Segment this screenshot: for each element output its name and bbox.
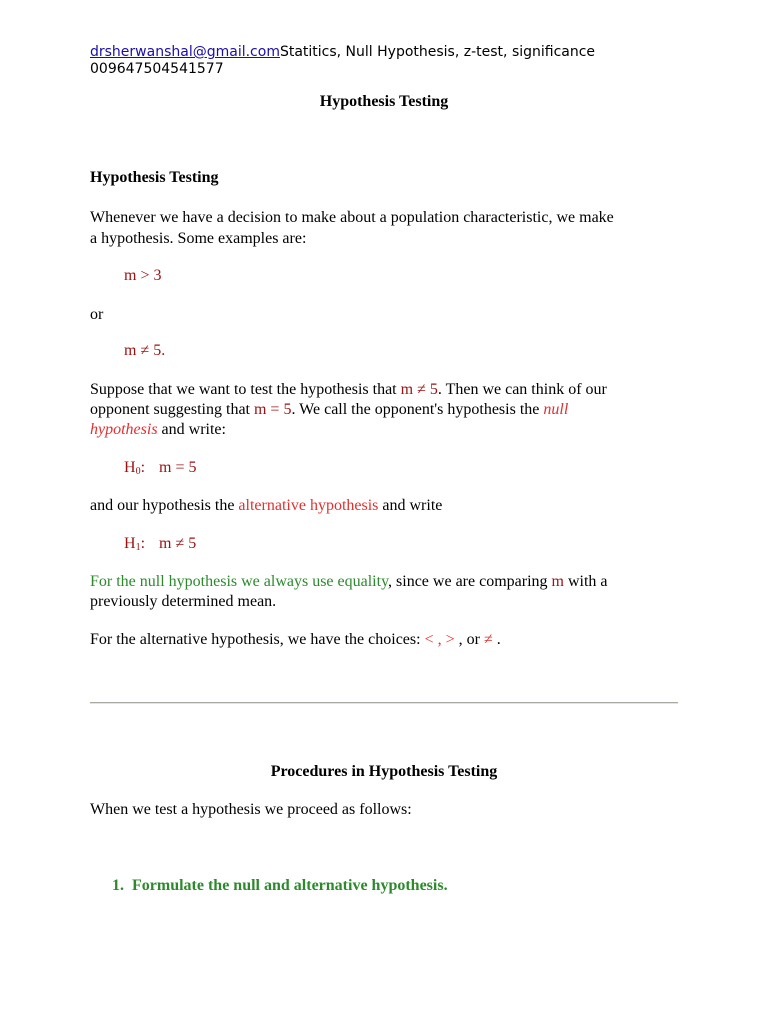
text-run: and write: [157, 421, 226, 438]
page-title: Hypothesis Testing [319, 93, 449, 110]
text-run: . We call the opponent's hypothesis the [291, 401, 544, 418]
header-phone: 009647504541577 [90, 61, 224, 77]
h0-colon: : [140, 459, 146, 476]
math-inline: m = 5 [253, 401, 292, 418]
alternative-hypothesis-statement [124, 534, 196, 554]
null-hypothesis-statement [124, 458, 196, 478]
h0-expression: m = 5 [159, 459, 197, 476]
list-item-text: Formulate the null and alternative hypothesis. [132, 877, 448, 894]
math-inline: < , > [424, 631, 455, 648]
paragraph-line [90, 400, 568, 420]
paragraph-line [90, 380, 607, 400]
text-run: , since we are comparing [388, 573, 552, 590]
paragraph-line [90, 496, 442, 516]
text-run: with a [563, 573, 608, 590]
paragraph-line [90, 420, 226, 440]
text-run: For the alternative hypothesis, we have the choices: [90, 631, 425, 648]
emphasis-term: null [543, 401, 569, 418]
horizontal-rule [90, 702, 678, 704]
text-run: opponent suggesting that [90, 401, 254, 418]
emphasis-term: hypothesis [90, 421, 158, 438]
paragraph-line: Whenever we have a decision to make about a population characteristic, we make [90, 209, 614, 226]
h1-subscript: 1 [135, 542, 141, 553]
text-run: . [492, 631, 501, 648]
example-expression: m > 3 [124, 267, 162, 284]
h0-subscript: 0 [135, 466, 141, 477]
text-run: Suppose that we want to test the hypothesis that [90, 381, 401, 398]
h1-colon: : [140, 535, 146, 552]
paragraph-line [90, 572, 608, 592]
paragraph-line: or [90, 306, 104, 323]
text-run: , or [454, 631, 484, 648]
h1-letter: H [124, 535, 136, 552]
list-item [112, 876, 448, 896]
text-run: . Then we can think of our [437, 381, 607, 398]
paragraph-line: a hypothesis. Some examples are: [90, 230, 307, 247]
example-expression: m ≠ 5. [124, 342, 166, 359]
emphasis-rule: For the null hypothesis we always use equality [90, 573, 389, 590]
math-inline: m [551, 573, 564, 590]
list-number: 1. [112, 877, 124, 894]
header-tags: Statitics, Null Hypothesis, z-test, significance [279, 44, 596, 60]
math-inline: ≠ [483, 631, 493, 648]
section-heading: Hypothesis Testing [90, 169, 219, 186]
math-inline: m ≠ 5 [400, 381, 438, 398]
h0-letter: H [124, 459, 136, 476]
section-heading: Procedures in Hypothesis Testing [270, 763, 498, 780]
h1-expression: m ≠ 5 [159, 535, 197, 552]
paragraph-line: When we test a hypothesis we proceed as follows: [90, 801, 412, 818]
emphasis-term: alternative hypothesis [238, 497, 379, 514]
email-link[interactable]: drsherwanshal@gmail.com [90, 44, 280, 60]
text-run: and our hypothesis the [90, 497, 239, 514]
paragraph-line [90, 630, 501, 650]
paragraph-line: previously determined mean. [90, 593, 277, 610]
doc-header [90, 44, 595, 60]
text-run: and write [378, 497, 443, 514]
